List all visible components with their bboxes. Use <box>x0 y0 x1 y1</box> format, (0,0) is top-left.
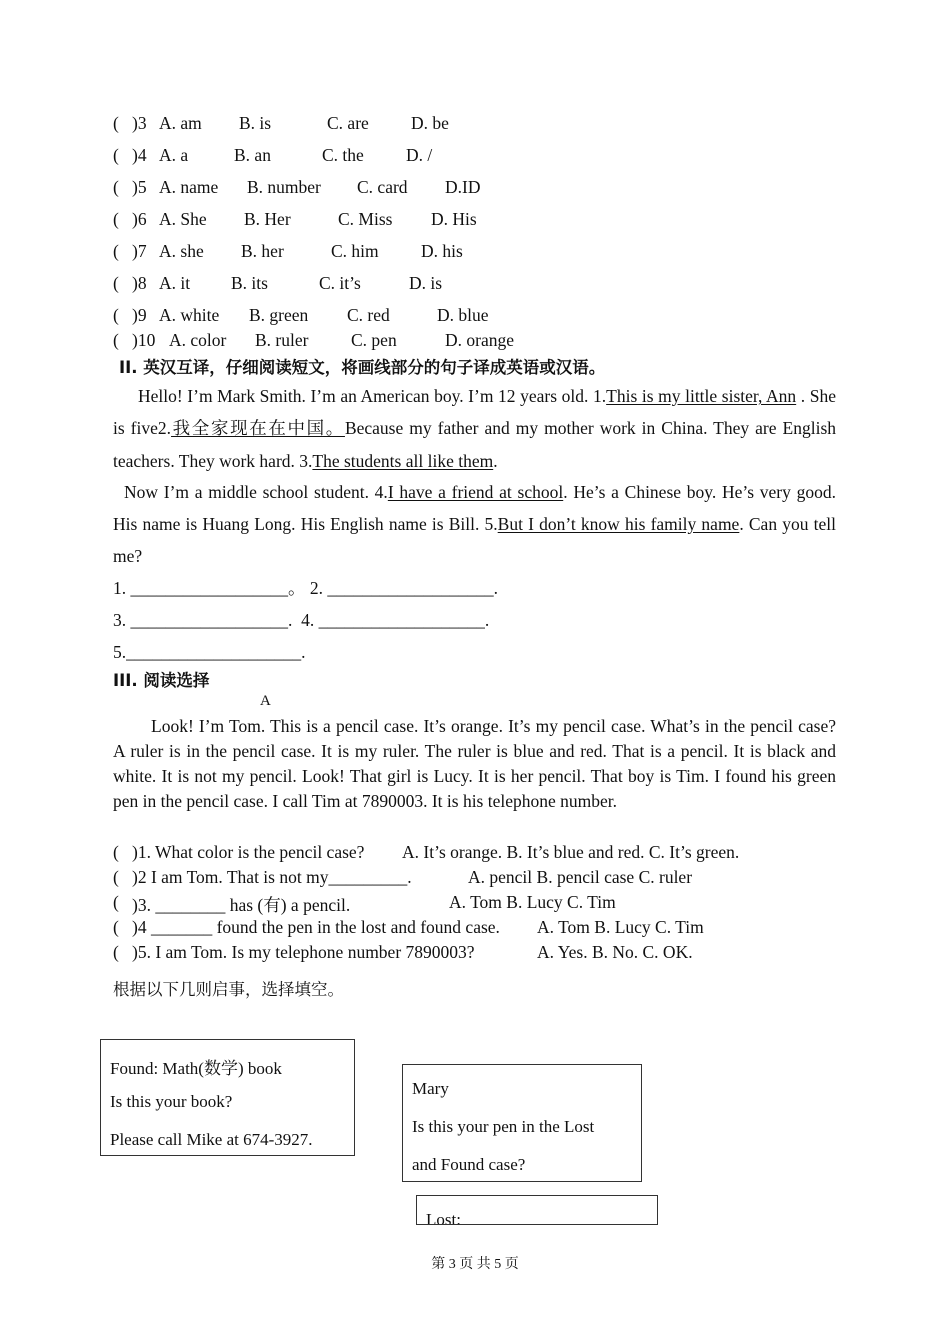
reading-passage: Look! I’m Tom. This is a pencil case. It’s orange. It’s my pencil case. What’s in the pencil case? A ruler is in the pencil case. It is my ruler. The ruler is blue and red. That is a pencil. It is black and white. It is not my pencil. Look! That girl is Lucy. It is her pencil. That boy is Tim. I found his green pen in the pencil case. I call Tim at 7890003. It is his telephone number. <box>113 716 836 811</box>
option-b: B. number <box>247 177 321 197</box>
passage-label-a: A <box>260 693 271 709</box>
notice-lost-line1: Lost: <box>426 1210 461 1225</box>
option-d: D.ID <box>445 177 481 197</box>
notice-mary-line1: Mary <box>412 1079 449 1098</box>
question-number: )7 <box>132 241 147 261</box>
question-text: )4 _______ found the pen in the lost and found case. <box>132 917 500 937</box>
underlined-sentence-1: This is my little sister, Ann <box>606 386 797 406</box>
option-d: D. orange <box>445 330 515 350</box>
option-a: A. white <box>159 305 220 325</box>
question-text: )2 I am Tom. That is not my_________. <box>132 867 412 887</box>
answer-blank[interactable]: ( <box>113 241 119 261</box>
answer-blank[interactable]: ( <box>113 942 119 962</box>
notice-mary-pen <box>402 1064 642 1182</box>
notice-intro: 根据以下几则启事，选择填空。 <box>113 980 344 999</box>
question-options: A. Yes. B. No. C. OK. <box>537 942 693 962</box>
page-footer: 第 3 页 共 5 页 <box>431 1257 519 1272</box>
question-number: )5 <box>132 177 147 197</box>
option-b: B. an <box>234 145 271 165</box>
option-b: B. green <box>249 305 309 325</box>
option-a: A. name <box>159 177 219 197</box>
question-options: A. Tom B. Lucy C. Tim <box>449 892 616 912</box>
option-b: B. is <box>239 113 272 133</box>
option-d: D. his <box>421 241 463 261</box>
option-d: D. blue <box>437 305 489 325</box>
answer-line-3[interactable]: 5.____________________. <box>113 642 306 662</box>
option-c: C. red <box>347 305 390 325</box>
underlined-sentence-4: I have a friend at school <box>387 482 564 502</box>
answer-blank[interactable]: ( <box>113 273 119 293</box>
question-number: )4 <box>132 145 147 165</box>
notice-found-line2: Is this your book? <box>110 1092 233 1111</box>
option-c: C. the <box>322 145 364 165</box>
answer-blank[interactable]: ( <box>113 330 119 350</box>
question-number: )6 <box>132 209 147 229</box>
answer-blank[interactable]: ( <box>113 145 119 165</box>
notice-found-book <box>100 1039 355 1156</box>
option-c: C. pen <box>351 330 397 350</box>
question-number: )10 <box>132 330 156 350</box>
option-c: C. Miss <box>338 209 393 229</box>
question-options: A. Tom B. Lucy C. Tim <box>537 917 704 937</box>
answer-blank[interactable]: ( <box>113 842 119 862</box>
answer-line-1[interactable]: 1. __________________。 2. ___________________. <box>113 578 498 598</box>
underlined-sentence-3: The students all like them <box>312 451 494 471</box>
underlined-sentence-2: 我全家现在在中国。 <box>171 419 345 439</box>
option-b: B. Her <box>244 209 291 229</box>
option-a: A. a <box>159 145 189 165</box>
option-d: D. be <box>411 113 449 133</box>
answer-blank[interactable]: ( <box>113 917 119 937</box>
option-c: C. card <box>357 177 408 197</box>
section2-paragraph1: Hello! I’m Mark Smith. I’m an American boy. I’m 12 years old. 1.This is my little sister, Ann . She is five2.我全家现在在中国。Because my father and my mother work in China. They are English teachers. They work hard. 3.The students all like them. <box>113 386 836 471</box>
section2-heading: II. 英汉互译，仔细阅读短文，将画线部分的句子译成英语或汉语。 <box>119 358 606 377</box>
answer-blank[interactable]: ( <box>113 867 119 887</box>
notice-mary-line2: Is this your pen in the Lost <box>412 1117 595 1136</box>
section3-heading: III. 阅读选择 <box>113 671 210 690</box>
question-text: )5. I am Tom. Is my telephone number 7890003? <box>132 942 475 962</box>
answer-blank[interactable]: ( <box>113 113 119 133</box>
option-c: C. him <box>331 241 379 261</box>
question-number: )3 <box>132 113 147 133</box>
answer-blank[interactable]: ( <box>113 305 119 325</box>
option-a: A. she <box>159 241 204 261</box>
option-a: A. it <box>159 273 191 293</box>
question-options: A. It’s orange. B. It’s blue and red. C. It’s green. <box>402 842 740 862</box>
option-c: C. it’s <box>319 273 361 293</box>
section2-paragraph2: Now I’m a middle school student. 4.I have a friend at school. He’s a Chinese boy. He’s very good. His name is Huang Long. His English name is Bill. 5.But I don’t know his family name. Can you tell me? <box>113 482 837 566</box>
question-number: )8 <box>132 273 147 293</box>
underlined-sentence-5: But I don’t know his family name <box>497 514 740 534</box>
notice-found-line1: Found: Math(数学) book <box>110 1059 282 1078</box>
option-a: A. She <box>159 209 207 229</box>
notice-found-line3: Please call Mike at 674-3927. <box>110 1130 313 1149</box>
notice-mary-line3: and Found case? <box>412 1155 526 1174</box>
option-b: B. ruler <box>255 330 309 350</box>
option-c: C. are <box>327 113 369 133</box>
answer-blank[interactable]: ( <box>113 177 119 197</box>
question-number: )9 <box>132 305 147 325</box>
option-b: B. her <box>241 241 284 261</box>
question-text: )1. What color is the pencil case? <box>132 842 365 862</box>
option-b: B. its <box>231 273 268 293</box>
option-a: A. am <box>159 113 202 133</box>
answer-blank[interactable]: ( <box>113 209 119 229</box>
option-d: D. / <box>406 145 433 165</box>
option-a: A. color <box>169 330 227 350</box>
answer-blank[interactable]: ( <box>113 892 119 912</box>
question-text: )3. ________ has (有) a pencil. <box>132 895 351 915</box>
option-d: D. is <box>409 273 443 293</box>
option-d: D. His <box>431 209 477 229</box>
answer-line-2[interactable]: 3. __________________. 4. ___________________. <box>113 610 490 630</box>
notice-lost <box>416 1195 658 1225</box>
question-options: A. pencil B. pencil case C. ruler <box>468 867 693 887</box>
